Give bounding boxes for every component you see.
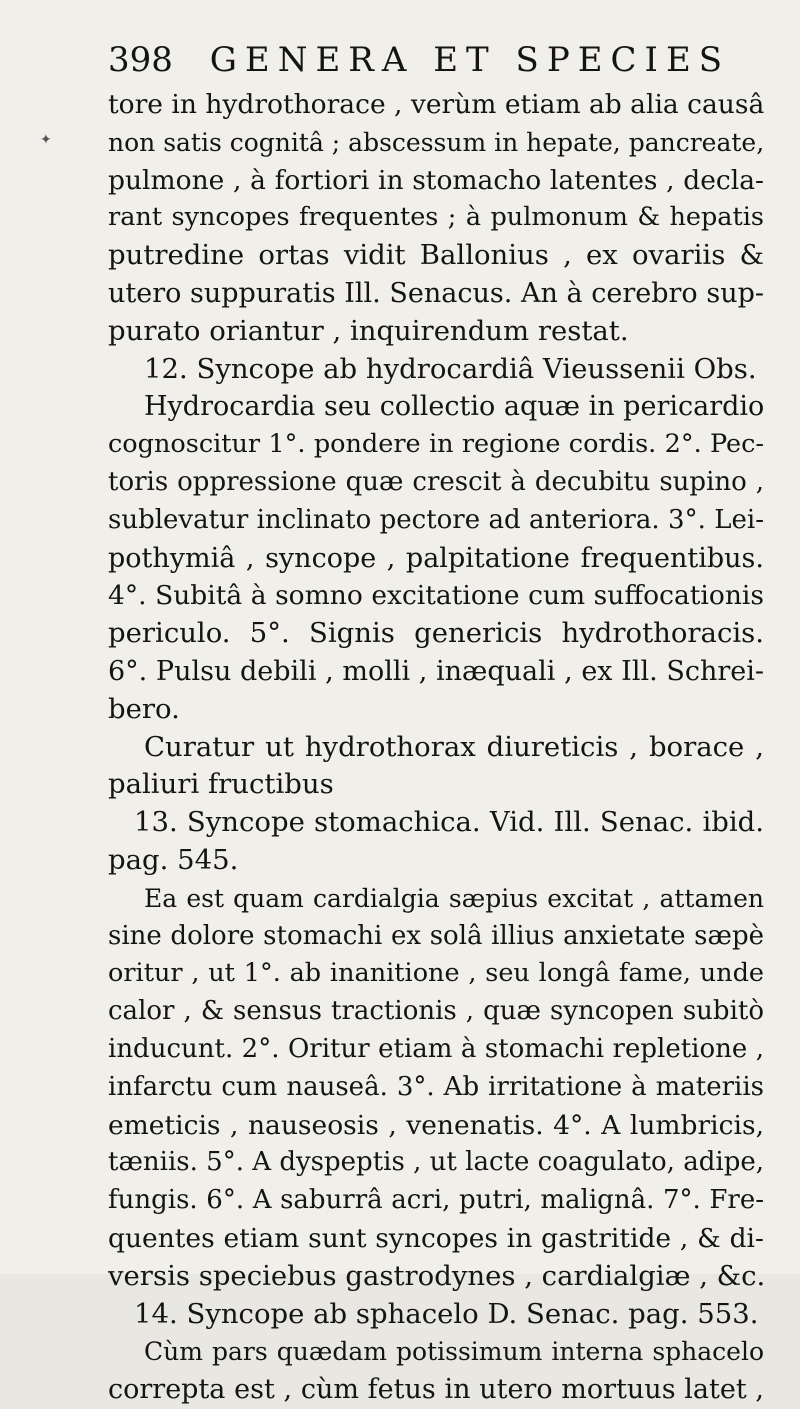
- text-line: periculo. 5°. Signis genericis hydrothoracis.: [108, 617, 764, 650]
- ink-mark: ✦: [40, 132, 52, 148]
- text-line: pulmone , à fortiori in stomacho latentes , decla-: [108, 164, 764, 196]
- text-line: pag. 545.: [108, 843, 239, 876]
- text-line: pothymiâ , syncope , palpitatione frequentibus.: [108, 542, 764, 574]
- text-line: fungis. 6°. A saburrâ acri, putri, malignâ. 7°. Fre-: [108, 1185, 764, 1216]
- text-line: tæniis. 5°. A dyspeptis , ut lacte coagulato, adipe,: [108, 1147, 764, 1178]
- text-line: utero suppuratis Ill. Senacus. An à cerebro sup-: [108, 277, 764, 309]
- text-line: quentes etiam sunt syncopes in gastritide , & di-: [108, 1222, 764, 1254]
- text-line: tore in hydrothorace , verùm etiam ab alia causâ: [108, 89, 765, 120]
- running-title: GENERA ET SPECIES: [209, 40, 731, 80]
- text-line: correpta est , cùm fetus in utero mortuus latet ,: [108, 1374, 764, 1406]
- text-line: 13. Syncope stomachica. Vid. Ill. Senac. ibid.: [134, 806, 764, 839]
- text-line: putredine ortas vidit Ballonius , ex ovariis &: [108, 239, 764, 272]
- text-line: purato oriantur , inquirendum restat.: [108, 314, 629, 347]
- text-line: rant syncopes frequentes ; à pulmonum & hepatis: [108, 202, 764, 233]
- text-line: oritur , ut 1°. ab inanitione , seu longâ fame, unde: [108, 958, 764, 989]
- text-line: versis speciebus gastrodynes , cardialgiæ , &c.: [108, 1259, 766, 1292]
- text-line: emeticis , nauseosis , venenatis. 4°. A lumbricis,: [108, 1109, 764, 1141]
- text-line: 4°. Subitâ à somno excitatione cum suffocationis: [108, 580, 764, 612]
- text-line: cognoscitur 1°. pondere in regione cordis. 2°. Pec-: [108, 429, 764, 460]
- page-header: [108, 40, 731, 90]
- text-line: sine dolore stomachi ex solâ illius anxietate sæpè: [108, 920, 764, 951]
- body-text: [108, 86, 764, 1409]
- text-line: bero.: [108, 692, 180, 725]
- text-line: non satis cognitâ ; abscessum in hepate, pancreate,: [108, 127, 765, 157]
- page-number: 398: [108, 40, 173, 80]
- text-line: Curatur ut hydrothorax diureticis , borace ,: [144, 730, 764, 763]
- text-line: Hydrocardia seu collectio aquæ in pericardio: [144, 391, 765, 423]
- text-line: toris oppressione quæ crescit à decubitu supino ,: [108, 466, 764, 497]
- text-line: inducunt. 2°. Oritur etiam à stomachi repletione ,: [108, 1033, 764, 1064]
- text-line: Cùm pars quædam potissimum interna sphacelo: [144, 1337, 764, 1367]
- text-line: 12. Syncope ab hydrocardiâ Vieussenii Obs.: [144, 352, 757, 385]
- text-line: calor , & sensus tractionis , quæ syncopen subitò: [108, 996, 764, 1027]
- text-line: Ea est quam cardialgia sæpius excitat , attamen: [144, 883, 764, 913]
- text-line: 6°. Pulsu debili , molli , inæquali , ex Ill. Schrei-: [108, 655, 764, 687]
- text-line: 14. Syncope ab sphacelo D. Senac. pag. 553.: [134, 1297, 759, 1330]
- text-line: paliuri fructibus: [108, 768, 334, 801]
- text-line: sublevatur inclinato pectore ad anteriora. 3°. Lei-: [108, 504, 764, 535]
- text-line: infarctu cum nauseâ. 3°. Ab irritatione à materiis: [108, 1071, 764, 1102]
